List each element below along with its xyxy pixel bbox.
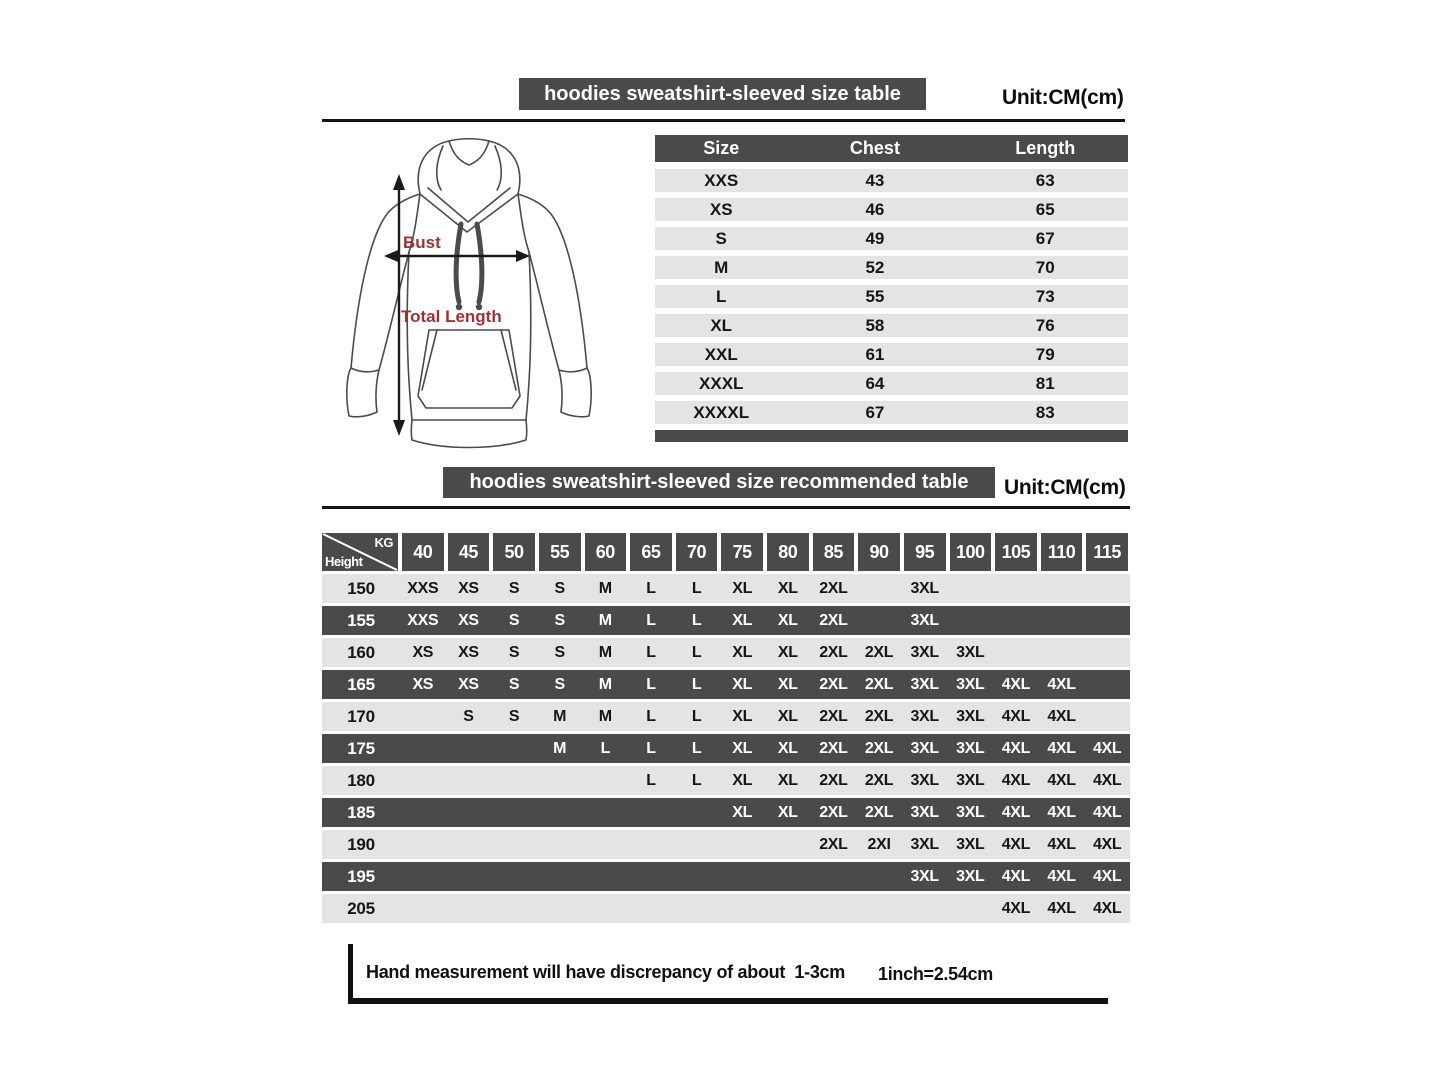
bust-label: Bust xyxy=(403,233,441,252)
recommended-size-cell: XS xyxy=(412,675,434,693)
recommended-size-cell: 2XL xyxy=(864,675,894,693)
size-table-cell: XL xyxy=(710,315,733,335)
recommended-size-cell: XL xyxy=(732,707,753,725)
recommended-size-cell: XL xyxy=(777,771,798,789)
size-table-cell: 83 xyxy=(1035,402,1055,422)
matrix-corner-cell xyxy=(322,533,400,571)
size-table-cell: 65 xyxy=(1035,199,1055,219)
left-cuff xyxy=(347,368,379,417)
size-table-row xyxy=(655,401,1128,424)
recommended-size-cell: 2XL xyxy=(819,707,848,725)
recommended-size-cell: 2XL xyxy=(819,771,848,789)
height-row-label: 185 xyxy=(347,802,375,822)
recommended-size-cell: 3XL xyxy=(910,643,939,661)
recommended-size-cell: 4XL xyxy=(1001,707,1031,725)
recommended-size-cell: XS xyxy=(412,643,434,661)
recommended-size-cell: L xyxy=(691,707,702,725)
recommended-size-cell: 3XL xyxy=(910,675,939,693)
recommended-size-cell: XL xyxy=(732,675,753,693)
recommended-size-cell: 4XL xyxy=(1092,899,1122,917)
size-table-cell: 43 xyxy=(865,170,885,190)
size-table-cell: L xyxy=(716,286,727,306)
measurement-note: Hand measurement will have discrepancy of about 1-3cm xyxy=(366,962,845,982)
waistband xyxy=(411,420,527,448)
size-recommendation-matrix xyxy=(322,533,1130,926)
recommended-size-cell: M xyxy=(553,739,567,757)
weight-column-header: 110 xyxy=(1039,533,1085,571)
size-table-cell: XXS xyxy=(704,170,739,190)
height-row-label: 180 xyxy=(347,770,375,790)
body-right-edge xyxy=(526,252,531,420)
size-table-cell: 81 xyxy=(1035,373,1055,393)
weight-column-header: 100 xyxy=(948,533,994,571)
height-row-label: 195 xyxy=(347,866,375,886)
recommended-size-cell: 2XL xyxy=(819,739,848,757)
length-arrow-top xyxy=(393,174,405,190)
hood-fold-right xyxy=(495,146,501,190)
recommended-size-cell: 4XL xyxy=(1001,803,1031,821)
right-sleeve-outer xyxy=(518,194,587,368)
recommended-size-cell: L xyxy=(646,675,656,693)
size-table-cell: 67 xyxy=(865,402,885,422)
hoodie-measurement-diagram xyxy=(323,130,615,460)
weight-column-header: 50 xyxy=(491,533,537,571)
size-table-cell: 55 xyxy=(865,286,885,306)
matrix-row xyxy=(322,670,1130,699)
recommended-size-cell: L xyxy=(646,579,656,597)
weight-column-header: 80 xyxy=(765,533,811,571)
recommended-size-cell: S xyxy=(508,611,520,629)
recommended-size-cell: 2XL xyxy=(819,579,848,597)
recommended-table-title-bar xyxy=(443,467,995,498)
recommended-size-cell: S xyxy=(508,707,520,725)
hood-outline xyxy=(418,139,520,194)
size-table-row xyxy=(655,343,1128,366)
bust-arrow-left xyxy=(384,250,398,262)
recommended-size-cell: XL xyxy=(777,611,798,629)
size-table-row xyxy=(655,169,1128,192)
weight-column-header: 55 xyxy=(537,533,583,571)
recommended-size-cell: XL xyxy=(777,579,798,597)
unit-label-bottom: Unit:CM(cm) xyxy=(1004,476,1126,499)
height-row-label: 175 xyxy=(347,738,375,758)
size-table-row xyxy=(655,256,1128,279)
recommended-size-cell: S xyxy=(508,579,520,597)
recommended-size-cell: 4XL xyxy=(1001,739,1031,757)
recommended-size-cell: 2XL xyxy=(819,803,848,821)
recommended-table-title: hoodies sweatshirt-sleeved size recommended table xyxy=(469,471,969,493)
recommended-size-cell: 4XL xyxy=(1092,803,1122,821)
matrix-row xyxy=(322,574,1130,603)
recommended-size-cell: 4XL xyxy=(1047,739,1076,757)
recommended-size-cell: L xyxy=(691,643,702,661)
size-table-cell: M xyxy=(714,257,729,277)
recommended-size-cell: XL xyxy=(777,707,798,725)
matrix-row xyxy=(322,606,1130,635)
recommended-size-cell: XS xyxy=(458,579,479,597)
hood-fold-left xyxy=(437,146,443,190)
recommended-size-cell: 4XL xyxy=(1047,803,1076,821)
recommended-size-cell: 3XL xyxy=(910,579,939,597)
recommended-size-cell: 4XL xyxy=(1001,899,1031,917)
height-row-label: 165 xyxy=(347,674,375,694)
size-table-cell: XXXL xyxy=(699,373,744,393)
height-row-label: 190 xyxy=(347,834,375,854)
height-row-label: 205 xyxy=(347,898,375,918)
unit-label-top: Unit:CM(cm) xyxy=(1002,86,1124,109)
size-measurements-table xyxy=(655,135,1128,442)
chest-column-header: Chest xyxy=(849,138,900,158)
recommended-size-cell: 2XL xyxy=(864,707,894,725)
recommended-size-cell: 2XL xyxy=(864,739,894,757)
weight-column-header: 115 xyxy=(1084,533,1130,571)
size-table-cell: 63 xyxy=(1035,170,1055,190)
recommended-size-cell: 3XL xyxy=(910,867,939,885)
size-table-row xyxy=(655,227,1128,250)
recommended-size-cell: L xyxy=(600,739,611,757)
recommended-size-cell: 2XL xyxy=(819,611,848,629)
recommended-size-cell: 4XL xyxy=(1047,707,1076,725)
weight-column-header: 40 xyxy=(400,533,446,571)
recommended-size-cell: 3XL xyxy=(956,675,985,693)
divider-line-top xyxy=(322,119,1125,122)
height-row-label: 170 xyxy=(347,706,375,726)
matrix-row xyxy=(322,894,1130,923)
recommended-size-cell: L xyxy=(646,771,656,789)
recommended-size-cell: L xyxy=(646,611,656,629)
size-table-cell: XXXXL xyxy=(693,402,750,422)
size-table-cell: 73 xyxy=(1035,286,1055,306)
weight-column-header: 70 xyxy=(674,533,720,571)
recommended-size-cell: 3XL xyxy=(910,771,939,789)
recommended-size-cell: M xyxy=(598,611,612,629)
size-table-title: hoodies sweatshirt-sleeved size table xyxy=(544,82,901,105)
matrix-row xyxy=(322,638,1130,667)
recommended-size-cell: XL xyxy=(732,611,753,629)
recommended-size-cell: L xyxy=(691,675,702,693)
recommended-size-cell: 4XL xyxy=(1001,771,1031,789)
recommended-size-cell: 4XL xyxy=(1047,675,1076,693)
size-table-cell: 58 xyxy=(865,315,885,335)
recommended-size-cell: 3XL xyxy=(956,707,985,725)
recommended-size-cell: 3XL xyxy=(956,739,985,757)
recommended-size-cell: XL xyxy=(777,803,798,821)
recommended-size-cell: XS xyxy=(458,611,479,629)
matrix-header-row xyxy=(322,533,1130,571)
recommended-size-cell: 3XL xyxy=(956,803,985,821)
recommended-size-cell: L xyxy=(691,611,702,629)
recommended-size-cell: 2XL xyxy=(819,835,848,853)
collar-inner xyxy=(428,188,510,222)
recommended-size-cell: XXS xyxy=(407,611,439,629)
height-row-label: 160 xyxy=(347,642,375,662)
height-row-label: 150 xyxy=(347,578,375,598)
recommended-size-cell: XL xyxy=(732,579,753,597)
size-table-cell: 49 xyxy=(865,228,885,248)
recommended-size-cell: 4XL xyxy=(1092,771,1122,789)
recommended-size-cell: 3XL xyxy=(956,835,985,853)
recommended-size-cell: 2XL xyxy=(864,771,894,789)
size-table-cell: 61 xyxy=(865,344,885,364)
size-table-header-row xyxy=(655,135,1128,162)
size-column-header: Size xyxy=(703,138,740,158)
right-cuff xyxy=(559,368,591,417)
matrix-row xyxy=(322,734,1130,763)
size-table-cell: S xyxy=(715,228,727,248)
matrix-row xyxy=(322,862,1130,891)
size-table-row xyxy=(655,314,1128,337)
matrix-row xyxy=(322,798,1130,827)
recommended-size-cell: M xyxy=(598,579,612,597)
recommended-size-cell: L xyxy=(691,579,702,597)
recommended-size-cell: 4XL xyxy=(1047,899,1076,917)
recommended-size-cell: XL xyxy=(732,739,753,757)
recommended-size-cell: 3XL xyxy=(956,643,985,661)
hood-opening xyxy=(449,141,489,165)
recommended-size-cell: XL xyxy=(732,771,753,789)
length-column-header: Length xyxy=(1015,138,1076,158)
inch-conversion-note: 1inch=2.54cm xyxy=(878,964,993,984)
matrix-body xyxy=(322,574,1130,923)
size-table-body xyxy=(655,169,1128,424)
divider-line-bottom xyxy=(322,506,1130,509)
recommended-size-cell: 3XL xyxy=(910,707,939,725)
left-sleeve-outer xyxy=(351,194,420,368)
size-table-row xyxy=(655,285,1128,308)
footer-underline xyxy=(348,998,1108,1004)
recommended-size-cell: 4XL xyxy=(1092,867,1122,885)
size-table-title-bar xyxy=(519,78,926,110)
recommended-size-cell: XS xyxy=(458,643,479,661)
recommended-size-cell: M xyxy=(598,675,612,693)
drawstring-left xyxy=(456,224,461,302)
weight-column-header: 65 xyxy=(628,533,674,571)
drawstring-right xyxy=(477,224,482,302)
recommended-size-cell: S xyxy=(508,643,520,661)
recommended-size-cell: 2XL xyxy=(819,675,848,693)
right-sleeve-inner xyxy=(529,252,559,370)
recommended-size-cell: M xyxy=(598,643,612,661)
size-table-bottom-bar xyxy=(655,430,1128,442)
size-table-cell: 67 xyxy=(1035,228,1055,248)
recommended-size-cell: XL xyxy=(777,739,798,757)
recommended-size-cell: L xyxy=(646,643,656,661)
recommended-size-cell: 4XL xyxy=(1001,675,1031,693)
weight-column-header: 95 xyxy=(902,533,948,571)
right-armhole-seam xyxy=(518,194,529,252)
size-table-cell: 70 xyxy=(1035,257,1055,277)
recommended-size-cell: XL xyxy=(732,643,753,661)
recommended-size-cell: L xyxy=(646,739,656,757)
recommended-size-cell: S xyxy=(554,675,565,693)
recommended-size-cell: 4XL xyxy=(1047,835,1076,853)
recommended-size-cell: 4XL xyxy=(1047,867,1076,885)
recommended-size-cell: 3XL xyxy=(910,611,939,629)
size-table-cell: 64 xyxy=(865,373,885,393)
weight-column-header: 90 xyxy=(856,533,902,571)
weight-column-header: 105 xyxy=(993,533,1039,571)
recommended-size-cell: S xyxy=(463,707,474,725)
recommended-size-cell: 3XL xyxy=(910,835,939,853)
size-table-cell: XS xyxy=(709,199,733,219)
recommended-size-cell: 3XL xyxy=(956,867,985,885)
recommended-size-cell: XS xyxy=(458,675,479,693)
recommended-size-cell: 2XI xyxy=(867,835,891,853)
body-left-edge xyxy=(407,252,412,420)
recommended-size-cell: M xyxy=(598,707,612,725)
size-table-row xyxy=(655,198,1128,221)
recommended-size-cell: 4XL xyxy=(1092,739,1122,757)
matrix-row xyxy=(322,702,1130,731)
recommended-size-cell: 2XL xyxy=(819,643,848,661)
recommended-size-cell: 3XL xyxy=(956,771,985,789)
matrix-row xyxy=(322,766,1130,795)
size-table-cell: 46 xyxy=(865,199,885,219)
matrix-row xyxy=(322,830,1130,859)
recommended-size-cell: S xyxy=(554,643,565,661)
recommended-size-cell: XL xyxy=(777,675,798,693)
total-length-label: Total Length xyxy=(401,307,502,326)
kg-axis-label: KG xyxy=(374,535,393,550)
size-table-cell: 76 xyxy=(1035,315,1055,335)
height-row-label: 155 xyxy=(347,610,375,630)
recommended-size-cell: 2XL xyxy=(864,803,894,821)
size-table-cell: 79 xyxy=(1035,344,1055,364)
recommended-size-cell: 4XL xyxy=(1001,867,1031,885)
recommended-size-cell: 4XL xyxy=(1047,771,1076,789)
recommended-size-cell: 4XL xyxy=(1092,835,1122,853)
height-axis-label: Height xyxy=(325,554,363,569)
recommended-size-cell: 4XL xyxy=(1001,835,1031,853)
weight-column-header: 45 xyxy=(446,533,492,571)
recommended-size-cell: 2XL xyxy=(864,643,894,661)
size-table-row xyxy=(655,372,1128,395)
recommended-size-cell: XL xyxy=(777,643,798,661)
collar-outer xyxy=(420,194,518,232)
recommended-size-cell: S xyxy=(554,611,565,629)
recommended-size-cell: 3XL xyxy=(910,739,939,757)
length-arrow-bottom xyxy=(393,420,405,436)
bust-arrow-right xyxy=(516,250,530,262)
recommended-size-cell: XL xyxy=(732,803,753,821)
recommended-size-cell: XXS xyxy=(407,579,439,597)
recommended-size-cell: M xyxy=(553,707,567,725)
size-table-cell: XXL xyxy=(704,344,738,364)
recommended-size-cell: L xyxy=(646,707,656,725)
weight-column-header: 85 xyxy=(811,533,857,571)
size-table-cell: 52 xyxy=(865,257,885,277)
recommended-size-cell: S xyxy=(508,675,520,693)
footer-left-bar xyxy=(348,944,353,1002)
weight-column-header: 75 xyxy=(719,533,765,571)
recommended-size-cell: L xyxy=(691,739,702,757)
recommended-size-cell: L xyxy=(691,771,702,789)
recommended-size-cell: S xyxy=(554,579,565,597)
recommended-size-cell: 3XL xyxy=(910,803,939,821)
weight-column-header: 60 xyxy=(583,533,629,571)
